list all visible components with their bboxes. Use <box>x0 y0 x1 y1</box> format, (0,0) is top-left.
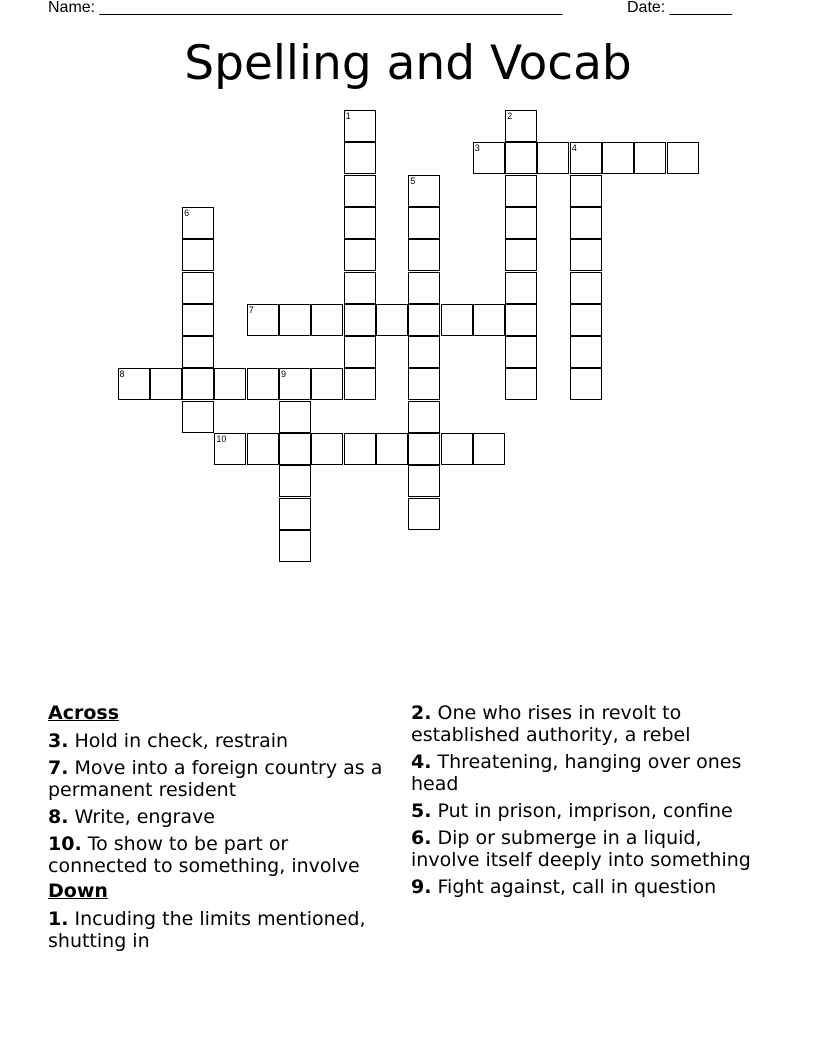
grid-cell[interactable] <box>182 401 214 433</box>
down-heading: Down <box>48 880 108 902</box>
clue-across-3 <box>48 730 388 752</box>
grid-cell[interactable] <box>505 207 537 239</box>
clue-number: 2. <box>411 702 432 724</box>
grid-cell[interactable] <box>570 272 602 304</box>
grid-cell[interactable] <box>344 207 376 239</box>
grid-cell[interactable] <box>344 304 376 336</box>
grid-cell[interactable] <box>570 239 602 271</box>
clue-text: One who rises in revolt to established authority, a rebel <box>411 702 691 746</box>
grid-cell[interactable] <box>408 498 440 530</box>
clue-number: 8. <box>48 806 69 828</box>
cell-number: 8 <box>119 369 125 380</box>
grid-cell[interactable] <box>570 207 602 239</box>
clue-text: Incuding the limits mentioned, shutting in <box>48 908 366 952</box>
grid-cell[interactable] <box>441 304 473 336</box>
grid-cell[interactable] <box>279 498 311 530</box>
grid-cell[interactable] <box>408 272 440 304</box>
clue-text: Write, engrave <box>74 806 215 828</box>
grid-cell[interactable] <box>182 239 214 271</box>
grid-cell[interactable] <box>505 175 537 207</box>
grid-cell[interactable] <box>279 433 311 465</box>
grid-cell[interactable] <box>408 433 440 465</box>
cell-number: 6 <box>184 207 190 218</box>
grid-cell[interactable] <box>247 368 279 400</box>
grid-cell[interactable] <box>602 142 634 174</box>
grid-cell[interactable] <box>311 433 343 465</box>
grid-cell[interactable] <box>408 207 440 239</box>
clues-right-column <box>411 702 751 903</box>
grid-cell[interactable] <box>667 142 699 174</box>
grid-cell[interactable] <box>505 272 537 304</box>
clue-down-6 <box>411 827 751 871</box>
clue-text: To show to be part or connected to something, involve <box>48 833 360 877</box>
clue-down-2 <box>411 702 751 746</box>
clue-text: Dip or submerge in a liquid, involve itself deeply into something <box>411 827 751 871</box>
grid-cell[interactable] <box>408 175 440 207</box>
clue-down-4 <box>411 751 751 795</box>
across-heading: Across <box>48 702 120 724</box>
grid-cell[interactable] <box>570 336 602 368</box>
grid-cell[interactable] <box>344 272 376 304</box>
clue-number: 9. <box>411 876 432 898</box>
grid-cell[interactable] <box>376 304 408 336</box>
cell-number: 1 <box>345 111 351 121</box>
grid-cell[interactable] <box>118 368 150 400</box>
cell-number: 7 <box>248 304 254 315</box>
grid-cell[interactable] <box>279 401 311 433</box>
clue-number: 1. <box>48 908 69 930</box>
clue-text: Hold in check, restrain <box>74 730 289 752</box>
grid-cell[interactable] <box>408 368 440 400</box>
clues-left-column <box>48 702 388 957</box>
grid-cell[interactable] <box>279 465 311 497</box>
grid-cell[interactable] <box>344 368 376 400</box>
clue-across-8 <box>48 806 388 828</box>
clue-text: Put in prison, imprison, confine <box>437 800 733 822</box>
grid-cell[interactable] <box>570 304 602 336</box>
grid-cell[interactable] <box>344 142 376 174</box>
grid-cell[interactable] <box>408 401 440 433</box>
grid-cell[interactable] <box>344 433 376 465</box>
cell-number: 9 <box>281 369 287 380</box>
clue-text: Move into a foreign country as a permanent resident <box>48 757 383 801</box>
cell-number: 2 <box>507 111 513 121</box>
grid-cell[interactable] <box>570 368 602 400</box>
grid-cell[interactable] <box>247 433 279 465</box>
clue-text: Threatening, hanging over ones head <box>411 751 742 795</box>
grid-cell[interactable] <box>182 304 214 336</box>
grid-cell[interactable] <box>570 175 602 207</box>
clue-down-1 <box>48 908 388 952</box>
clue-number: 4. <box>411 751 432 773</box>
clue-number: 3. <box>48 730 69 752</box>
clue-text: Fight against, call in question <box>437 876 717 898</box>
clue-down-5 <box>411 800 751 822</box>
date-field-line: Date: _______ <box>627 0 732 16</box>
page-title: Spelling and Vocab <box>184 36 632 91</box>
clue-down-9 <box>411 876 751 898</box>
grid-cell[interactable] <box>408 465 440 497</box>
grid-cell[interactable] <box>344 110 376 142</box>
grid-cell[interactable] <box>182 336 214 368</box>
grid-cell[interactable] <box>344 175 376 207</box>
grid-cell[interactable] <box>505 336 537 368</box>
cell-number: 10 <box>216 434 227 444</box>
grid-cell[interactable] <box>311 368 343 400</box>
grid-cell[interactable] <box>505 142 537 174</box>
grid-cell[interactable] <box>505 368 537 400</box>
grid-cell[interactable] <box>473 433 505 465</box>
grid-cell[interactable] <box>505 110 537 142</box>
grid-cell[interactable] <box>408 239 440 271</box>
grid-cell[interactable] <box>247 304 279 336</box>
grid-cell[interactable] <box>279 304 311 336</box>
grid-cell[interactable] <box>537 142 569 174</box>
clue-number: 5. <box>411 800 432 822</box>
grid-cell[interactable] <box>441 433 473 465</box>
grid-cell[interactable] <box>214 368 246 400</box>
cell-number: 3 <box>474 143 480 154</box>
grid-cell[interactable] <box>344 239 376 271</box>
cell-number: 4 <box>571 143 577 154</box>
cell-number: 5 <box>410 175 416 186</box>
grid-cell[interactable] <box>570 142 602 174</box>
grid-cell[interactable] <box>214 433 246 465</box>
grid-cell[interactable] <box>473 142 505 174</box>
clue-across-7 <box>48 757 388 801</box>
grid-cell[interactable] <box>344 336 376 368</box>
grid-cell[interactable] <box>376 433 408 465</box>
grid-cell[interactable] <box>505 239 537 271</box>
grid-cell[interactable] <box>634 142 666 174</box>
grid-cell[interactable] <box>182 368 214 400</box>
clue-number: 6. <box>411 827 432 849</box>
grid-cell[interactable] <box>279 368 311 400</box>
clue-number: 10. <box>48 833 82 855</box>
grid-cell[interactable] <box>279 530 311 562</box>
clue-across-10 <box>48 833 388 877</box>
grid-cell[interactable] <box>408 336 440 368</box>
grid-cell[interactable] <box>505 304 537 336</box>
grid-cell[interactable] <box>408 304 440 336</box>
grid-cell[interactable] <box>150 368 182 400</box>
name-field-line: Name: ____________________________________________________ <box>48 0 563 16</box>
grid-cell[interactable] <box>182 272 214 304</box>
grid-cell[interactable] <box>311 304 343 336</box>
grid-cell[interactable] <box>473 304 505 336</box>
clue-number: 7. <box>48 757 69 779</box>
grid-cell[interactable] <box>182 207 214 239</box>
